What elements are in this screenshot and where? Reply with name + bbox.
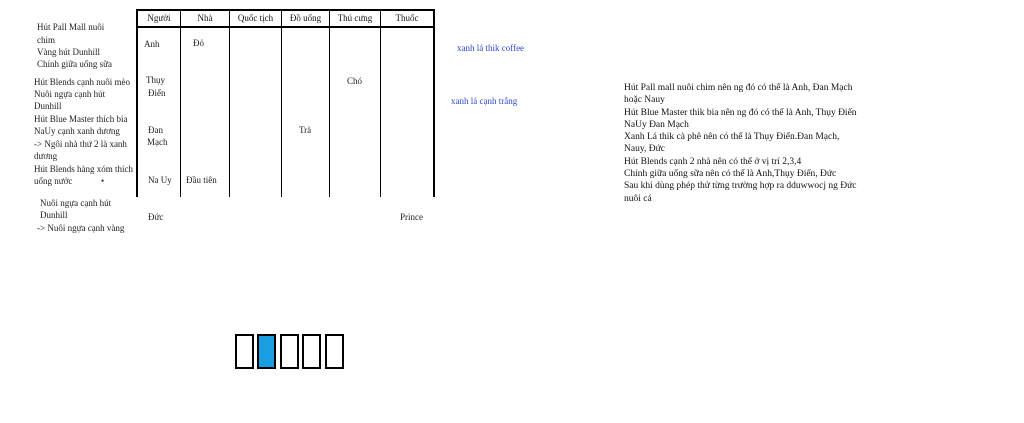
note-line: Vàng hút Dunhill [37, 47, 100, 57]
reasoning-notes [624, 82, 864, 212]
blue-note: xanh lá thik coffee [457, 43, 525, 53]
note-line: dương [34, 151, 58, 161]
header-quoc-tich: Quốc tịch [237, 13, 274, 23]
reasoning-line: Hút Blends cạnh 2 nhà nên có thể ở vị trí 2,3,4 [624, 156, 802, 167]
cell-thuoc: Prince [400, 212, 423, 222]
cell-nguoi: Na Uy [148, 175, 172, 185]
blue-note: xanh lá cạnh trắng [451, 96, 518, 106]
header-do-uong: Đồ uống [289, 13, 322, 23]
house-box-3 [280, 334, 299, 369]
note-line: Hút Blue Master thích bia [34, 114, 128, 124]
header-nguoi: Người [147, 13, 171, 23]
cell-thu-cung: Chó [347, 76, 363, 86]
table-col-line [433, 9, 435, 197]
house-box-1 [235, 334, 254, 369]
house-box-5 [325, 334, 344, 369]
table-col-line [380, 9, 381, 197]
reasoning-line: Hút Blue Master thik bia nên ng đó có thể là Anh, Thụy Điển NaUy Đan Mạch [624, 107, 857, 130]
note-line: Dunhill [34, 101, 62, 111]
cell-do-uong: Trà [299, 125, 312, 135]
header-nha: Nhà [197, 13, 213, 23]
note-line: Chính giữa uống sữa [37, 59, 113, 69]
reasoning-line: Hút Pall mall nuôi chim nên ng đó có thể là Anh, Đan Mạch hoặc Nauy [624, 83, 853, 106]
table-col-line [281, 9, 282, 197]
note-line: -> Ngôi nhà thứ 2 là xanh [34, 139, 127, 149]
note-line: Hút Blends hàng xóm thích [34, 164, 133, 174]
table-col-line [180, 9, 181, 197]
table-col-line [136, 9, 138, 197]
note-line: chim [37, 35, 55, 45]
cell-nguoi: Đức [148, 212, 164, 222]
cell-nguoi: Mạch [147, 137, 168, 147]
note-line: NaUy cạnh xanh dương [34, 126, 120, 136]
cell-nguoi: Điển [148, 88, 166, 98]
reasoning-line: Xanh Lá thik cà phê nên có thể là Thụy Điển.Đan Mạch, Nauy, Đức [624, 132, 840, 155]
bullet-mark: • [101, 176, 105, 186]
note-line: Hút Pall Mall nuôi [37, 22, 105, 32]
note-line: Nuôi ngựa cạnh hút [40, 198, 112, 208]
house-box-2 [257, 334, 276, 369]
cell-nguoi: Anh [144, 39, 160, 49]
table-col-line [229, 9, 230, 197]
note-line: Nuôi ngựa cạnh hút [34, 89, 106, 99]
table-col-line [329, 9, 330, 197]
reasoning-line: Chính giữa uống sữa nên có thể là Anh,Thụy Điển, Đức [624, 169, 837, 180]
note-line: uống nước [34, 176, 73, 186]
reasoning-line: Sau khi dùng phép thử từng trường hợp ra dduwwocj ng Đức nuôi cá [624, 181, 857, 204]
header-thu-cung: Thú cưng [337, 13, 373, 23]
note-line: -> Nuôi ngựa cạnh vàng [37, 223, 125, 233]
header-thuoc: Thuốc [395, 13, 419, 23]
house-box-4 [302, 334, 321, 369]
note-line: Hút Blends cạnh nuôi mèo [34, 77, 130, 87]
cell-nha: Đầu tiên [186, 175, 217, 185]
note-line: Dunhill [40, 210, 68, 220]
cell-nguoi: Đan [148, 125, 163, 135]
cell-nguoi: Thụy [146, 75, 165, 85]
cell-nha: Đỏ [193, 38, 204, 48]
